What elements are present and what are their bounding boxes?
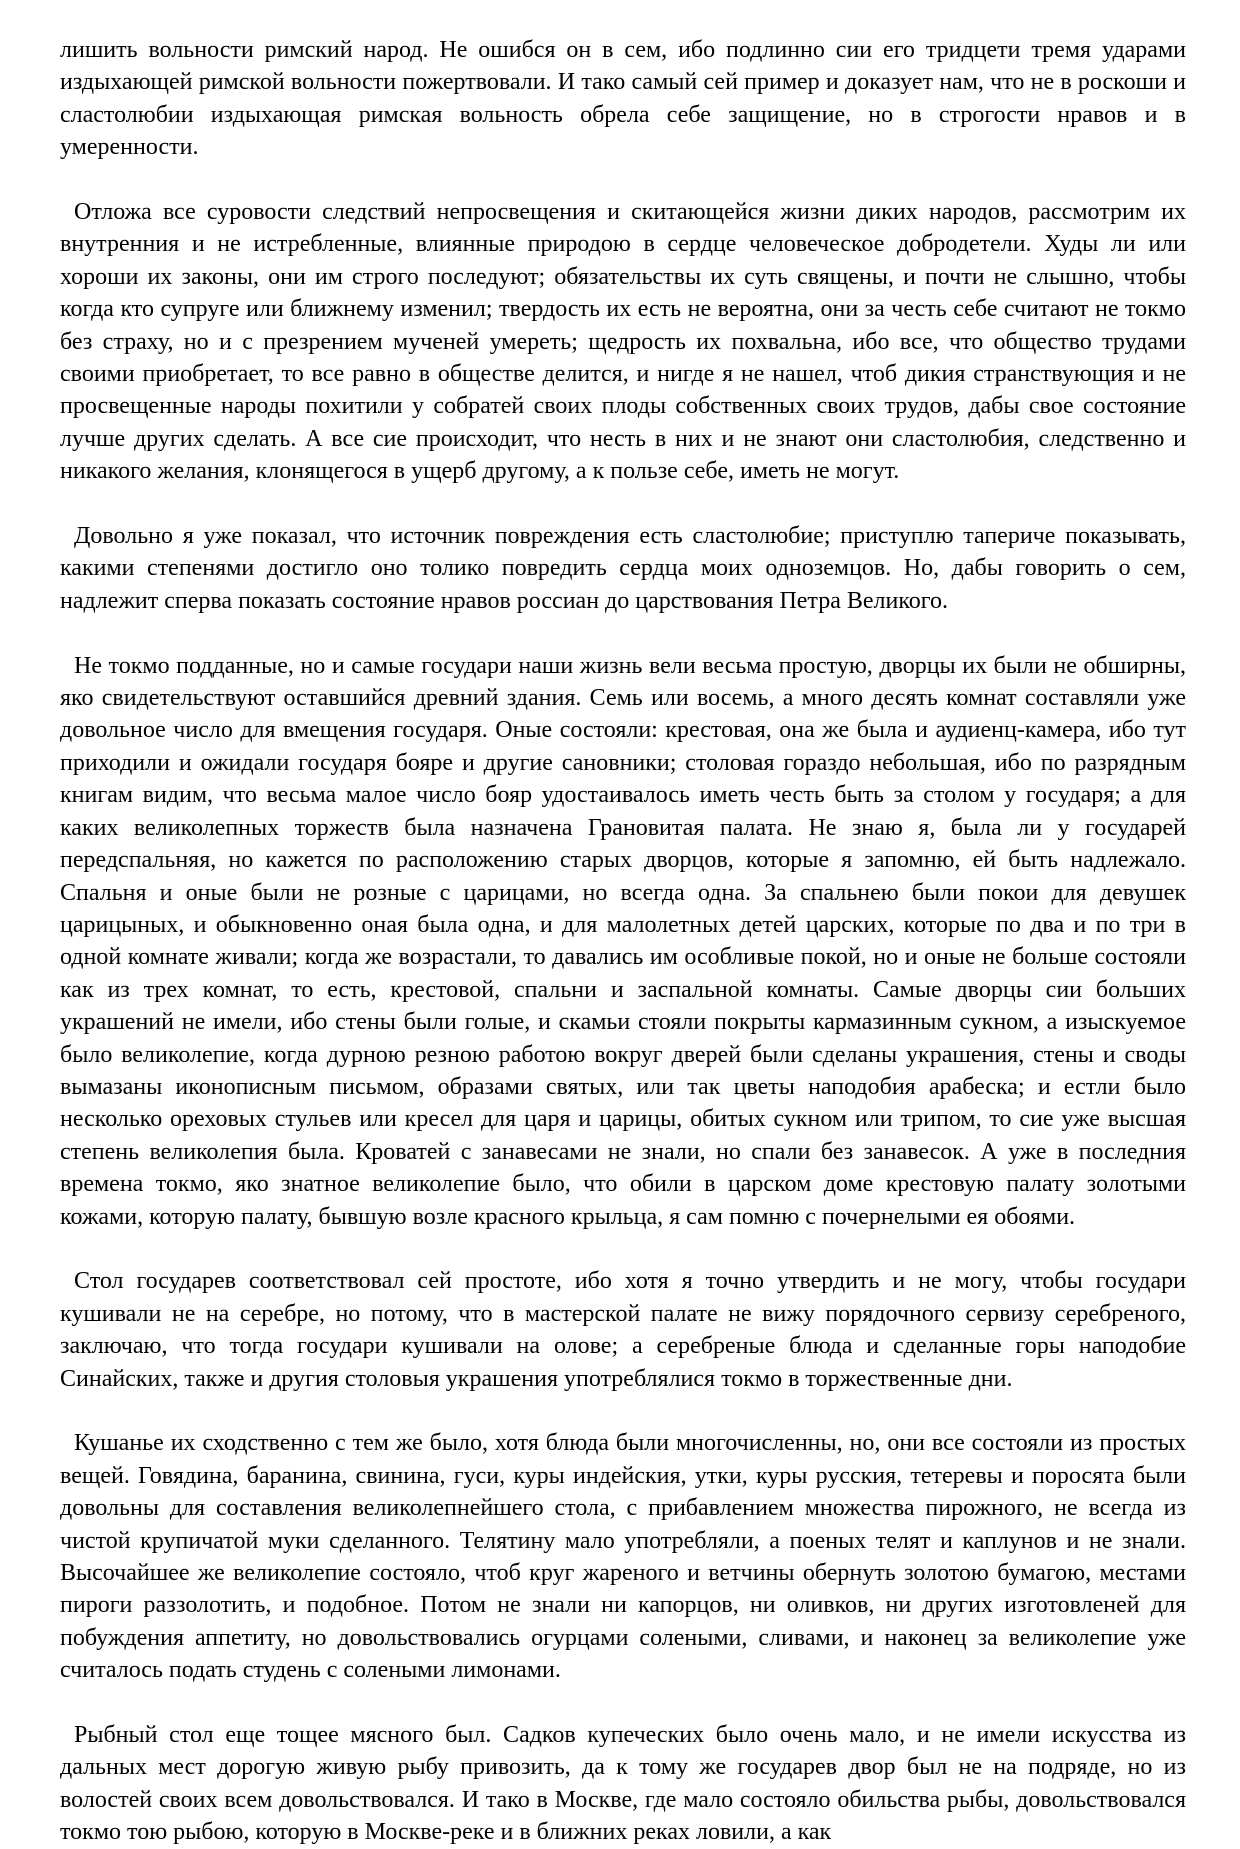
document-page xyxy=(60,34,1186,1849)
paragraph-food: Кушанье их сходственно с тем же было, хотя блюда были многочисленны, но, они все состояли из простых вещей. Говядина, баранина, свинина, гуси, куры индейския, утки, куры русския, тетеревы и поросята были довольны для составления великолепнейшего стола, с прибавлением множества пирожного, не всегда из чистой крупичатой муки сделанного. Телятину мало употребляли, а поеных телят и каплунов и не знали. Высочайшее же великолепие состояло, чтоб круг жареного и ветчины обернуть золотою бумагою, местами пироги раззолотить, и подобное. Потом не знали ни капорцов, ни оливков, ни других изготовленей для побуждения аппетиту, но довольствовались огурцами солеными, сливами, и наконец за великолепие уже считалось подать студень с солеными лимонами. xyxy=(60,1430,1186,1684)
paragraph-voluptuousness-source: Довольно я уже показал, что источник повреждения есть сластолюбие; приступлю тапериче показывать, какими степенями достигло оно толико повредить сердца моих одноземцов. Но, дабы говорить о сем, надлежит сперва показать состояние нравов россиан до царствования Петра Великого. xyxy=(60,523,1186,614)
paragraph-savage-peoples: Отложа все суровости следствий непросвещения и скитающейся жизни диких народов, рассмотрим их внутренния и не истребленные, влиянные природою в сердце человеческое добродетели. Худы ли или хороши их законы, они им строго последуют; обязательствы их суть священы, и почти не слышно, чтобы когда кто супруге или ближнему изменил; твердость их есть не вероятна, они за честь себе считают не токмо без страху, но и с презрением мученей умереть; щедрость их похвальна, ибо все, что общество трудами своими приобретает, то все равно в обществе делится, и нигде я не нашел, чтоб дикия странствующия и не просвещенные народы похитили у собратей своих плоды собственных своих трудов, дабы свое состояние лучше других сделать. А все сие происходит, что несть в них и не знают они сластолюбия, следственно и никакого желания, клонящегося в ущерб другому, а к пользе себе, иметь не могут. xyxy=(60,199,1186,485)
paragraph-palaces: Не токмо подданные, но и самые государи наши жизнь вели весьма простую, дворцы их были не обширны, яко свидетельствуют оставшийся древний здания. Семь или восемь, а много десять комнат составляли уже довольное число для вмещения государя. Оные состояли: крестовая, она же была и аудиенц-камера, ибо тут приходили и ожидали государя бояре и другие сановники; столовая гораздо небольшая, ибо по разрядным книгам видим, что весьма малое число бояр удостаивалось иметь честь быть за столом у государя; а для каких великолепных торжеств была назначена Грановитая палата. Не знаю я, была ли у государей передспальняя, но кажется по расположению старых дворцов, которые я запомню, ей быть надлежало. Спальня и оные были не розные с царицами, но всегда одна. За спальнею были покои для девушек царицыных, и обыкновенно оная была одна, и для малолетных детей царских, которые по два и по три в одной комнате живали; когда же возрастали, то давались им особливые покой, но и оные не больше состояли как из трех комнат, то есть, крестовой, спальни и заспальной комнаты. Самые дворцы сии больших украшений не имели, ибо стены были голые, и скамьи стояли покрыты кармазинным сукном, а изыскуемое было великолепие, когда дурною резною работою вокруг дверей были сделаны украшения, стены и своды вымазаны иконописным письмом, образами святых, или так цветы наподобия арабеска; и естли было несколько ореховых стульев или кресел для царя и царицы, обитых сукном или трипом, то сие уже высшая степень великолепия была. Кроватей с занавесами не знали, но спали без занавесок. А уже в последния времена токмо, яко знатное великолепие было, что обили в царском доме крестовую палату золотыми кожами, которую палату, бывшую возле красного крыльца, я сам помню с почернелыми ея обоями. xyxy=(60,652,1186,1230)
paragraph-fish-table: Рыбный стол еще тощее мясного был. Садков купеческих было очень мало, и не имели искусства из дальных мест дорогую живую рыбу привозить, да к тому же государев двор был не на подряде, но из волостей своих всем довольствовался. И тако в Москве, где мало состояло обильства рыбы, довольствовался токмо тою рыбою, которую в Москве-реке и в ближних реках ловили, а как xyxy=(60,1722,1186,1846)
paragraph-sovereign-table: Стол государев соответствовал сей простоте, ибо хотя я точно утвердить и не могу, чтобы государи кушивали не на серебре, но потому, что в мастерской палате не вижу порядочного сервизу серебреного, заключаю, что тогда государи кушивали на олове; а серебреные блюда и сделанные горы наподобие Синайских, также и другия столовыя украшения употреблялися токмо в торжественные дни. xyxy=(60,1268,1186,1392)
paragraph-roman-liberty: лишить вольности римский народ. Не ошибся он в сем, ибо подлинно сии его тридцети тремя ударами издыхающей римской вольности пожертвовали. И тако самый сей пример и доказует нам, что не в роскоши и сластолюбии издыхающая римская вольность обрела себе защищение, но в строгости нравов и в умеренности. xyxy=(60,37,1186,161)
